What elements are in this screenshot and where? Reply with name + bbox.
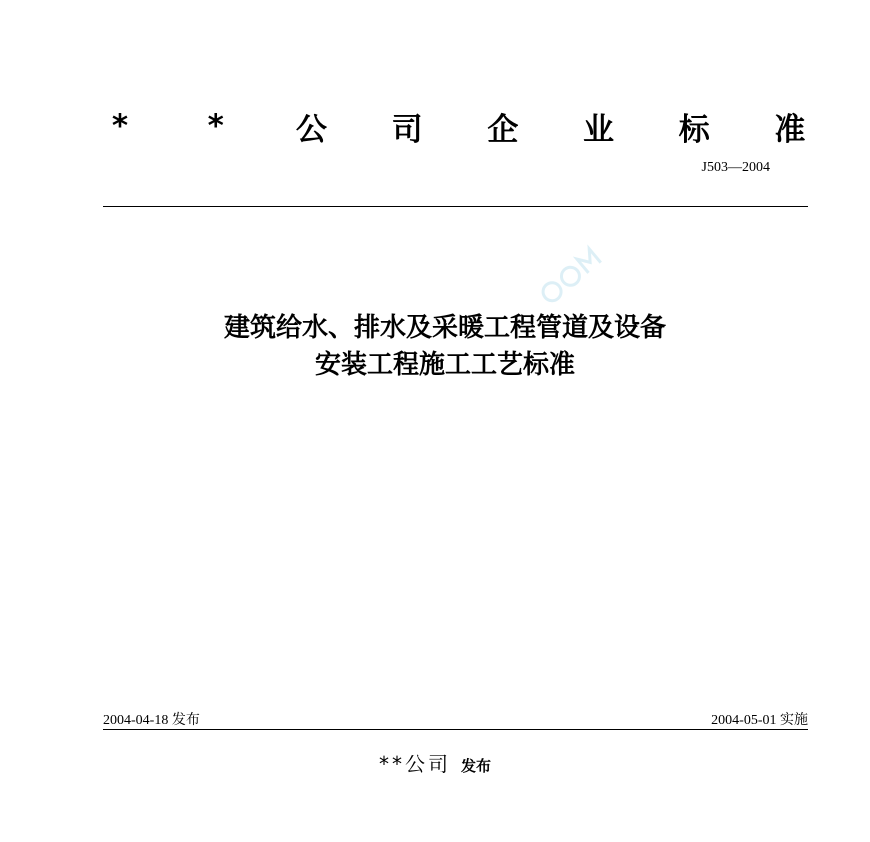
- top-divider: [103, 206, 808, 207]
- header-char: 司: [391, 111, 423, 148]
- watermark-logo-icon: [529, 234, 616, 316]
- document-title: [100, 310, 790, 384]
- header-char: 业: [583, 111, 615, 148]
- bottom-divider: [103, 729, 808, 730]
- publisher-line: [0, 748, 870, 777]
- publisher-name: **公司: [378, 752, 451, 776]
- header-char: 标: [678, 111, 710, 148]
- header-char: 公: [295, 111, 327, 148]
- document-title-line: 建筑给水、排水及采暖工程管道及设备: [223, 313, 666, 343]
- issue-date: 2004-04-18 发布: [103, 713, 200, 728]
- company-standard-header: [100, 104, 810, 148]
- header-char: 准: [774, 111, 806, 148]
- header-char: *: [111, 108, 129, 144]
- standard-code: J503—2004: [701, 160, 770, 175]
- header-char: 企: [487, 111, 519, 148]
- header-char: *: [207, 108, 224, 144]
- publisher-action: 发布: [460, 757, 491, 775]
- document-title-line: 安装工程施工工艺标准: [314, 350, 575, 380]
- effective-date: 2004-05-01 实施: [711, 713, 808, 728]
